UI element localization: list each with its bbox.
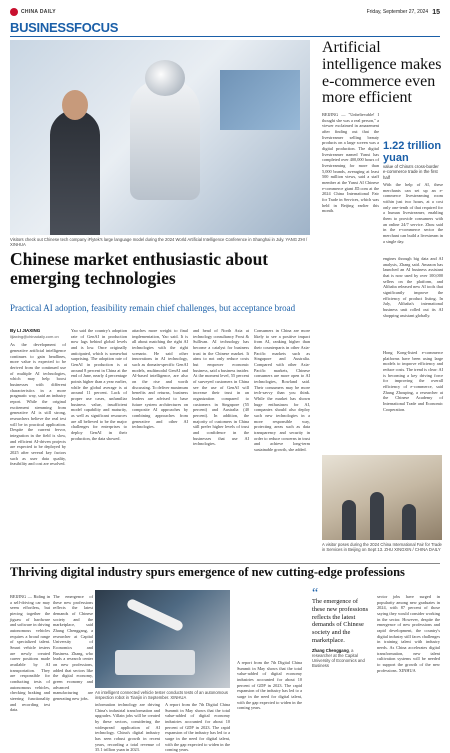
- page-header: [10, 7, 440, 17]
- section-title: BUSINESSFOCUS: [10, 20, 118, 35]
- lead-byline-email: lijiaxing@chinadaily.com.cn: [10, 333, 59, 339]
- bottom-story-column-1: BEIJING — Riding in a self-driving car may seem effortless, but piecing together the jigsaw of hardware and software in driving autonomous vehicles requires a broad range of specialized talent. Smart vehicle testers are newly created career positions made available by AI transportation. They are responsible for conducting tests of autonomous vehicles, checking braking and steering functionality and recording test data.: [10, 594, 50, 713]
- lead-photo-person: [50, 110, 100, 235]
- page-number: 15: [432, 8, 440, 16]
- bottom-story-photo: [95, 590, 230, 688]
- publication-name: CHINA DAILY: [21, 9, 56, 15]
- bottom-story-headline: Thriving digital industry spurs emergence of new cutting-edge professions: [10, 565, 405, 579]
- right-story-photo: [322, 455, 442, 540]
- lead-photo-caption: Visitors check out Chinese tech company iFlytek's large language model during the 2024 World Artificial Intelligence Conference in Shanghai in July. YANG ZHI / XINHUA: [10, 237, 308, 248]
- right-story-column-b: engines through big data and AI analysis, Zhang said. Amazon has launched an AI business assistant that is now used by over 100,000 sellers on the platform, and Alibaba released new AI tools that significantly improve the efficiency of product listing. In July, Alibaba's international business unit rolled out its AI shopping assistant globally.: [383, 256, 443, 318]
- pull-quote-text: The emergence of these new professions reflects the latest demands of Chinese society and the marketplace.: [312, 598, 369, 644]
- lead-column-2: Yao said the country's adoption rate of GenAI in production now lags behind global levels and is low. Once originally anticipated, which is somewhat surprising. The adoption rate of GenAI in production is at around 8 percent in China at the end of June, nearly 4 percentage points higher than a year earlier, while the global average is at around 11 percent. Lack of proper use cases, unfamiliar business value, insufficient model capability and maturity, as well as significant resources are all believed to be the major challenges for enterprises to deploy GenAI in their production, the data showed.: [71, 328, 127, 441]
- lead-photo-person-head: [62, 90, 88, 120]
- pull-quote-attribution: Zhang Chenggang, a researcher at the Capital University of Economics and Business: [312, 647, 365, 669]
- pull-quote-name: Zhang Chenggang: [312, 647, 349, 653]
- bottom-photo-robot-base: [115, 650, 195, 675]
- right-photo-figure: [342, 500, 356, 540]
- issue-date: Friday, September 27, 2024: [366, 9, 429, 15]
- right-story-intro: BEIJING — "Unbelievable! I thought she was a real person," a viewer exclaimed in amazement after finding out that the livestreamer selling beauty products on a large screen was a digital production. The digital livestreamer named Yanxi has completed over 400,000 hours of livestreaming for more than 5,000 brands, averaging at least 500 million views, said a staff member at the Yanxi AI Chinese e-commerce giant JD.com at the 2024 China International Fair for Trade in Services, which was held in Beijing earlier this month.: [322, 112, 379, 214]
- right-photo-figure: [402, 504, 416, 540]
- lead-column-3: attaches more weight to final implementation, Yao said. It is all about matching the right AI technologies with the right scenario. He said other innovations in AI technology, such as domain-specific GenAI models, multimodal GenAI and AI-based intelligence, are also on the rise and worth discussing. To deliver maximum benefits and returns, business leaders are advised to base future system architectures on composite AI approaches by combining approaches from generative and other AI technologies.: [132, 328, 188, 430]
- bottom-story-column-5: sector jobs have surged in popularity among new graduates in 2024, with 87 percent of those saying they would consider working in the sector. However, despite the emergence of new professions and rapid development, the country's digital industry still faces challenges in training talent with industry needs. As China accelerates digital transformation, new talent cultivation systems will be needed to support the growth of the new professions. XINHUA: [377, 594, 440, 673]
- stat-callout: [383, 140, 443, 180]
- bottom-story-photo-caption: An intelligent connected vehicle tester conducts tests of an autonomous inspection robot in Tianjin in September. XINHUA: [95, 690, 228, 701]
- lead-subheadline: Practical AI adoption, feasibility remain chief challenges, but acceptance broad: [10, 303, 296, 313]
- lead-photo: [10, 40, 310, 235]
- lead-byline: By LI JIAXING: [10, 328, 41, 333]
- pull-quote: [312, 586, 372, 669]
- lead-photo-screen: [220, 70, 300, 130]
- lead-column-1-text: As the development of generative artificial intelligence continues to gain headlines, more value is expected to be derived from the continued use of multiple AI technologies, which may help boost businesses with different characteristics in a more pragmatic way, said an industry report. While the original excitement stemming from generative AI is still strong, researchers believe the real test will be in practical application. Despite the current fervor, integration in the field is slow, and efficient AI-driven projects are expected to be deployed by 2025 after several key factors such as user data quality, feasibility and cost are resolved.: [10, 342, 66, 467]
- stat-value: 1.22 trillion yuan: [383, 140, 442, 164]
- right-story-column-a: With the help of AI, these merchants can set up an e-commerce livestreaming room within just two hours, at a cost only one-tenth of that required for a human livestreamer, enabling them to provide consumers with an online 24/7 service. Zhou said in the e-commerce sector the merchant can build a livestream in a single day.: [383, 182, 443, 244]
- bottom-photo-robot-arm: [126, 598, 185, 632]
- bottom-story-column-3a: information technology are driving China's industrial transformation and upgrades. Villain jobs will be created by these sectors, considering the widespread application of AI technology. China's digital industry has seen robust growth in recent years, recording a total revenue of 35.1 trillion yuan in 2023.: [95, 702, 160, 753]
- stat-label: value of China's cross-border e-commerce trade in the first half: [383, 164, 439, 180]
- right-story-photo-caption: A visitor poses during the 2024 China International Fair for Trade in Services in Beijing on Sept 13. ZHU XINGXIN / CHINA DAILY: [322, 542, 442, 553]
- lead-column-4: and head of North Asia at technology consultancy Frost & Sullivan. AI technology has become a catalyst for business trust in the Chinese market. It aims to not only reduce costs but empower economic business, said a business insider. At the moment level, 55 percent of surveyed customers in China see the use of GenAI will increase their trust in an organization compared to customers in Singapore (55 percent) and Australia (40 percent). In addition, the majority of customers in China still prefer higher levels of trust and confidence in the businesses that use AI technologies.: [193, 328, 249, 447]
- right-photo-figure: [370, 492, 384, 540]
- bottom-story-column-4: A report from the 7th Digital China Summit in May shows that the total value-added of digital economy industries accounted for about 10 percent of GDP in 2023. The rapid expansion of the industry has led to a surge in the need for digital talent, with the gap expected to widen in the coming years.: [237, 660, 302, 711]
- right-story-column-c: Hong Kong-listed e-commerce platforms have been using large models to improve efficiency and reduce costs. The trend is clear: AI is becoming a key driving force for improving the overall efficiency of e-commerce, said Zhang Zhouping, a researcher at the Chinese Academy of International Trade and Economic Cooperation.: [383, 350, 443, 412]
- quote-mark-icon: “: [312, 586, 319, 601]
- lead-photo-robot-body: [130, 80, 200, 200]
- right-story-headline: Artificial intelligence makes e-commerce even more efficient: [322, 39, 442, 107]
- section-divider: [10, 563, 440, 564]
- pull-quote-title: a researcher at the Capital University of Economics and Business: [312, 647, 365, 669]
- china-daily-logo-icon: [10, 8, 18, 16]
- lead-photo-robot-head: [145, 60, 185, 96]
- bottom-story-column-2: The emergence of these new professions reflects the latest demands of Chinese society and the marketplace, said Zhang Chenggang, a researcher at Capital University of Economics and Business. Zhang, who leads a research center on new professions, added that sectors like the digital economy, green economy and advanced manufacturing are generating new jobs.: [53, 594, 93, 702]
- lead-column-1: [10, 328, 66, 550]
- lead-headline: Chinese market enthusiastic about emerging technologies: [10, 249, 269, 288]
- bottom-story-column-3b: A report from the 7th Digital China Summit in May shows that the total value-added of digital economy industries accounted for about 10 percent of GDP in 2023. The rapid expansion of the industry has led to a surge in the need for digital talent, with the gap expected to widen in the coming years.: [165, 702, 230, 753]
- section-rule: [10, 36, 440, 37]
- lead-column-5: Consumers in China are more likely to see a positive impact from AI, ranking higher than their counterparts in other Asia-Pacific markets such as Singapore and Australia. Compared with other Asia-Pacific markets, Chinese consumers are more open to AI technologies, Rowland said. Their consumers may be more tech-savvy than you think. While the market has shown huge enthusiasm for AI, companies should also deploy such new technologies in a more responsible way, protecting areas such as data transparency and security in order to reduce concerns in trust and achieve long-term sustainable growth, she added.: [254, 328, 310, 453]
